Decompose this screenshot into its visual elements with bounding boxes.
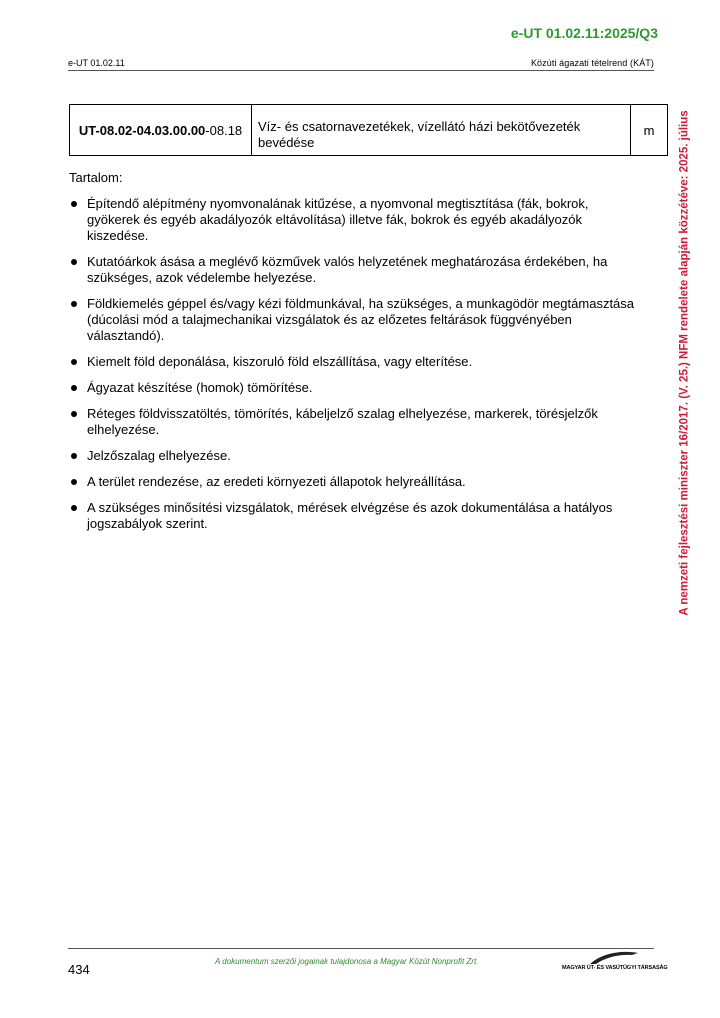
list-item [69,380,639,396]
bullet-icon [71,411,77,417]
list-item [69,406,639,438]
bullet-icon [71,201,77,207]
logo-text: MAGYAR ÚT- ÉS VASÚTÜGYI TÁRSASÁG [562,965,668,971]
bullet-icon [71,301,77,307]
list-item-text: Jelzőszalag elhelyezése. [87,448,231,463]
list-item [69,500,639,532]
list-item [69,474,639,490]
society-logo [562,949,668,975]
list-item [69,296,639,344]
bullet-icon [71,453,77,459]
document-code: e-UT 01.02.11:2025/Q3 [510,25,658,41]
list-item-text: Kiemelt föld deponálása, kiszoruló föld elszállítása, vagy elterítése. [87,354,473,369]
list-item-text: Építendő alépítmény nyomvonalának kitűzése, a nyomvonal megtisztítása (fák, bokrok, gyökerek és egyéb akadályozók eltávolítása) illetve fák, bokrok és egyéb akadályozók kiszedése. [87,196,589,243]
list-item-text: Földkiemelés géppel és/vagy kézi földmunkával, ha szükséges, a munkagödör megtámasztása (dúcolási mód a talajmechanikai vizsgálatok és az előzetes feltárások függvényében választandó). [87,296,635,343]
list-item-text: Ágyazat készítése (homok) tömörítése. [87,380,313,395]
list-item-text: A szükséges minősítési vizsgálatok, mérések elvégzése és azok dokumentálása a hatályos jogszabályok szerint. [87,500,613,531]
content-bullet-list [69,196,639,542]
list-item-text: Kutatóárkok ásása a meglévő közművek valós helyzetének meghatározása érdekében, ha szükséges, azok védelembe helyezése. [87,254,608,285]
bullet-icon [71,259,77,265]
copyright-note: A dokumentum szerzői jogainak tulajdonosa a Magyar Közút Nonprofit Zrt. [215,957,479,966]
list-item [69,196,639,244]
list-item [69,254,639,286]
item-unit: m [643,122,655,138]
list-item [69,354,639,370]
header-right-title: Közúti ágazati tételrend (KÁT) [530,58,654,68]
item-code-suffix: -08.18 [205,122,243,138]
header-divider [68,70,654,71]
header-left-code: e-UT 01.02.11 [68,58,125,68]
list-item [69,448,639,464]
content-label: Tartalom: [69,170,123,185]
list-item-text: A terület rendezése, az eredeti környezeti állapotok helyreállítása. [87,474,466,489]
bullet-icon [71,479,77,485]
side-note-text: A nemzeti fejlesztési miniszter 16/2017. (V. 25.) NFM rendelete alapján közzétéve: 2025. július [679,109,692,616]
item-code-cell [70,105,252,155]
item-description: Víz- és csatornavezetékek, vízellátó házi bekötővezeték bevédése [252,105,631,155]
bullet-icon [71,505,77,511]
page-number: 434 [68,962,90,977]
bullet-icon [71,385,77,391]
item-table [69,104,668,156]
list-item-text: Réteges földvisszatöltés, tömörítés, kábeljelző szalag elhelyezése, markerek, törésjelzők elhelyezése. [87,406,598,437]
bullet-icon [71,359,77,365]
item-code-main: UT-08.02-04.03.00.00 [78,122,206,138]
publication-side-note [670,95,700,630]
